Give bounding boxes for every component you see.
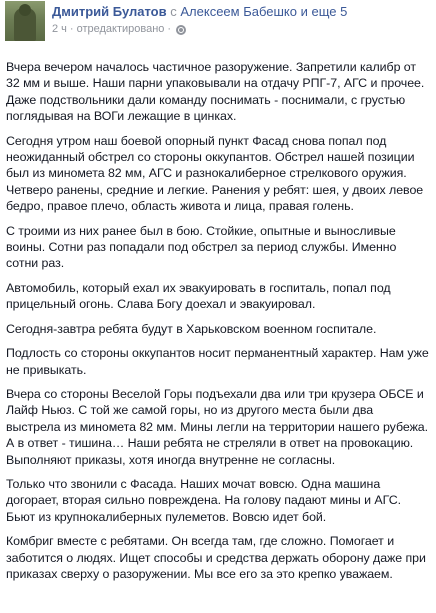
post-paragraph: Вчера со стороны Веселой Горы подъехали два или три крузера ОБСЕ и Лайф Ньюз. С той же самой горы, но из другого места были два выстрела из миномета 82 мм. Мины легли на территории нашего рубежа. А в ответ - тишина… Наши ребята не стреляли в ответ на провокацию. Выполняют приказы, хотя иногда внутренне не согласны.: [6, 386, 429, 467]
author-avatar[interactable]: [5, 1, 45, 41]
post-paragraph: Вчера вечером началось частичное разоружение. Запретили калибр от 32 мм и выше. Наши парни упаковывали на отдачу РПГ-7, АГС и прочее. Даже подствольники дали команду поснимать - поснимали, с грустью поглядывая на ВОГи лежащие в цинках.: [6, 60, 425, 124]
post-paragraph: С троими из них ранее был в бою. Стойкие, опытные и выносливые воины. Сотни раз попадали под обстрел за период службы. Именно сотни раз.: [6, 223, 397, 271]
edited-label-link[interactable]: отредактировано: [76, 23, 165, 35]
avatar-head: [19, 4, 31, 16]
post-sub-line: [52, 21, 347, 38]
author-name-link[interactable]: Дмитрий Булатов: [52, 4, 167, 19]
post-paragraph: Автомобиль, который ехал их эвакуировать в госпиталь, попал под прицельный огонь. Слава Богу доехал и эвакуировал.: [6, 280, 391, 312]
post-body: [5, 59, 436, 582]
post-title-line: [52, 3, 347, 20]
post-paragraph: Комбриг вместе с ребятами. Он всегда там, где сложно. Помогает и заботится о людях. Ищет способы и средства держать оборону даже при приказах сверху о разоружении. Мы все его за это крепко уважаем.: [6, 534, 426, 581]
tagged-person-link[interactable]: Алексеем Бабешко: [180, 4, 297, 19]
globe-icon[interactable]: [176, 25, 186, 35]
timestamp-separator-2: ·: [167, 23, 172, 35]
post-paragraph: Сегодня утром наш боевой опорный пункт Фасад снова попал под неожиданный обстрел со стороны оккупантов. Обстрел нашей позиции был из миномета 82 мм, АГС и разнокалиберное стрелкового оружия. Четверо ранены, средние и легкие. Ранения у ребят: шея, у двоих левое бедро, правое плечо, область живота и лица, правая голень.: [6, 133, 424, 214]
post-paragraph: Только что звонили с Фасада. Наших мочат вовсю. Одна машина догорает, вторая сильно повреждена. На голову падают мины и АГС. Бьют из крупнокалиберных пулеметов. Вовсю идет бой.: [6, 476, 402, 524]
timestamp-separator: ·: [69, 23, 74, 35]
with-word: с: [170, 4, 177, 19]
post-paragraph: Сегодня-завтра ребята будут в Харьковском военном госпитале.: [6, 321, 377, 336]
post-timestamp-link[interactable]: 2 ч: [52, 23, 67, 35]
post-paragraph: Подлость со стороны оккупантов носит перманентный характер. Нам уже не привыкать.: [6, 346, 429, 377]
post-header: [5, 0, 436, 47]
post-meta: [52, 1, 347, 38]
tagged-others-link[interactable]: и еще 5: [300, 4, 348, 19]
